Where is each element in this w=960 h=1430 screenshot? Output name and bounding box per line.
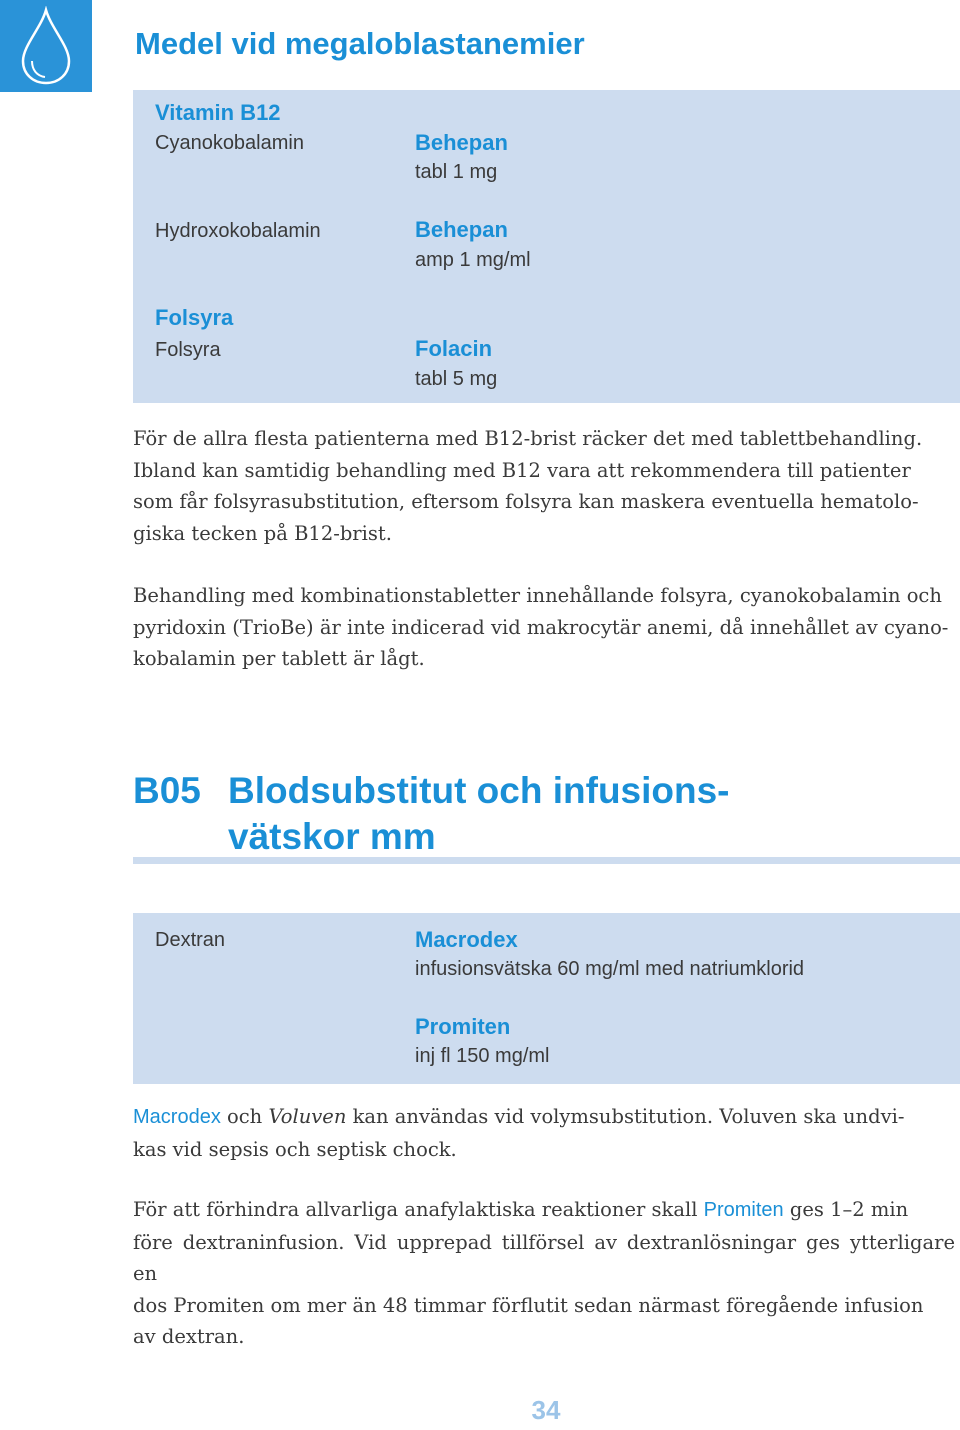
page-title: Medel vid megaloblastanemier	[135, 26, 585, 61]
group-title-vitamin-b12: Vitamin B12	[155, 100, 281, 125]
paragraph-line: av dextran.	[133, 1325, 245, 1348]
form-infusionsvatska: infusionsvätska 60 mg/ml med natriumklorid	[415, 958, 805, 980]
inline-brand-voluven: Voluven	[268, 1105, 347, 1128]
brand-folacin: Folacin	[415, 336, 493, 361]
substance-cyanokobalamin: Cyanokobalamin	[155, 132, 304, 154]
form-inj-fl: inj fl 150 mg/ml	[415, 1045, 550, 1067]
paragraph-b12-treatment	[133, 423, 955, 549]
substance-folsyra: Folsyra	[155, 339, 221, 361]
paragraph-line: giska tecken på B12-brist.	[133, 521, 392, 545]
paragraph-promiten-warning	[133, 1194, 955, 1353]
inline-brand-macrodex: Macrodex	[133, 1106, 221, 1128]
page-number: 34	[531, 1395, 561, 1425]
group-title-folsyra: Folsyra	[155, 305, 234, 330]
inline-text: kan användas vid volymsubstitution. Voluven ska undvi-	[346, 1105, 905, 1128]
substance-dextran: Dextran	[155, 929, 226, 951]
section-code: B05	[133, 770, 201, 811]
paragraph-line: kas vid sepsis och septisk chock.	[133, 1137, 457, 1161]
paragraph-line: Ibland kan samtidig behandling med B12 vara att rekommendera till patienter	[133, 458, 911, 482]
paragraph-line: Behandling med kombinationstabletter innehållande folsyra, cyanokobalamin och	[133, 584, 942, 607]
inline-brand-promiten: Promiten	[703, 1199, 784, 1221]
paragraph-volume-substitution	[133, 1101, 955, 1165]
paragraph-combination-tablets	[133, 580, 955, 675]
paragraph-line: kobalamin per tablett är lågt.	[133, 647, 425, 670]
brand-behepan-tabl: Behepan	[415, 130, 508, 155]
inline-text: ges 1–2 min	[783, 1198, 909, 1221]
drug-box-vitamins	[133, 90, 960, 403]
section-divider	[133, 857, 960, 864]
inline-text: För att förhindra allvarliga anafylaktiska reaktioner skall	[133, 1198, 704, 1221]
brand-behepan-amp: Behepan	[415, 217, 508, 242]
substance-hydroxokobalamin: Hydroxokobalamin	[155, 220, 321, 242]
inline-text: och	[220, 1105, 269, 1128]
water-drop-icon	[15, 6, 77, 86]
logo-box	[0, 0, 92, 92]
form-tabl-5mg: tabl 5 mg	[415, 368, 498, 390]
paragraph-line: före dextraninfusion. Vid upprepad tillförsel av dextranlösningar ges ytterligare en	[133, 1230, 955, 1285]
paragraph-line: För de allra flesta patienterna med B12-brist räcker det med tablettbehandling.	[133, 427, 923, 450]
form-amp-1mgml: amp 1 mg/ml	[415, 249, 531, 271]
brand-macrodex: Macrodex	[415, 927, 518, 952]
section-title-line-2: vätskor mm	[228, 816, 436, 857]
form-tabl-1mg: tabl 1 mg	[415, 161, 498, 183]
paragraph-line: dos Promiten om mer än 48 timmar förflutit sedan närmast föregående infusion	[133, 1293, 924, 1317]
paragraph-line: som får folsyrasubstitution, eftersom folsyra kan maskera eventuella hematolo-	[133, 490, 919, 513]
brand-promiten: Promiten	[415, 1014, 511, 1039]
drug-box-dextran	[133, 913, 960, 1084]
section-title-line-1: Blodsubstitut och infusions-	[228, 770, 730, 811]
paragraph-line: pyridoxin (TrioBe) är inte indicerad vid makrocytär anemi, då innehållet av cyano-	[133, 615, 949, 639]
